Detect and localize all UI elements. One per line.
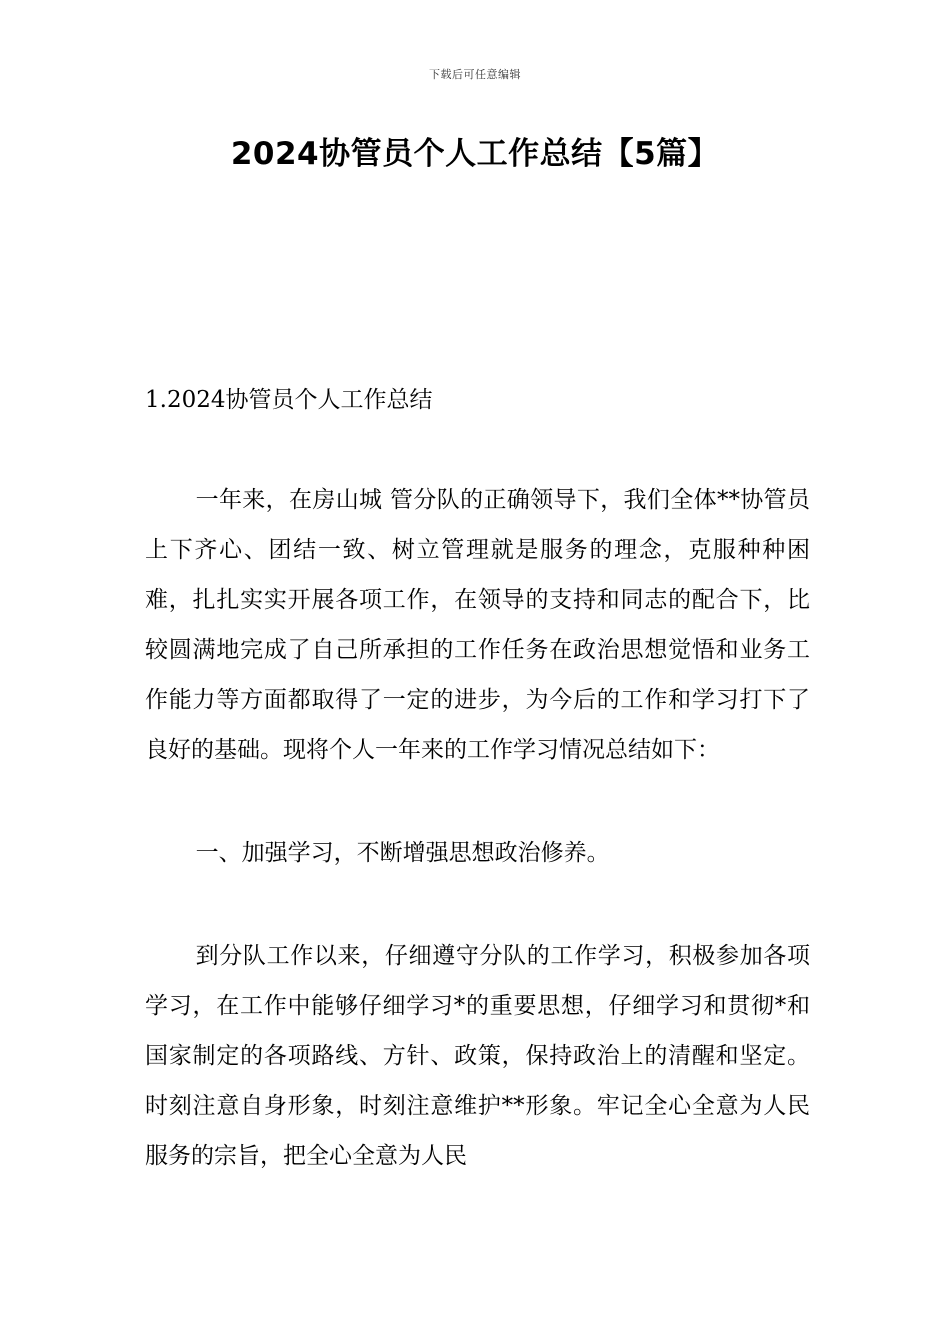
paragraph-study: 到分队工作以来，仔细遵守分队的工作学习，积极参加各项学习，在工作中能够仔细学习*的重要思想，仔细学习和贯彻*和国家制定的各项路线、方针、政策，保持政治上的清醒和坚定。时刻注意自身形象，时刻注意维护**形象。牢记全心全意为人民服务的宗旨，把全心全意为人民: [145, 943, 810, 1169]
document-body: [145, 378, 810, 1234]
header-note: 下载后可任意编辑: [429, 68, 521, 81]
section-heading: 1.2024协管员个人工作总结: [145, 387, 433, 413]
paragraph-intro: 一年来，在房山城 管分队的正确领导下，我们全体**协管员上下齐心、团结一致、树立管理就是服务的理念，克服种种困难，扎扎实实开展各项工作，在领导的支持和同志的配合下，比较圆满地完成了自己所承担的工作任务在政治思想觉悟和业务工作能力等方面都取得了一定的进步，为今后的工作和学习打下了良好的基础。现将个人一年来的工作学习情况总结如下：: [145, 487, 810, 763]
paragraph-subheading: 一、加强学习，不断增强思想政治修养。: [195, 840, 610, 866]
document-title: 2024协管员个人工作总结【5篇】: [230, 136, 720, 172]
